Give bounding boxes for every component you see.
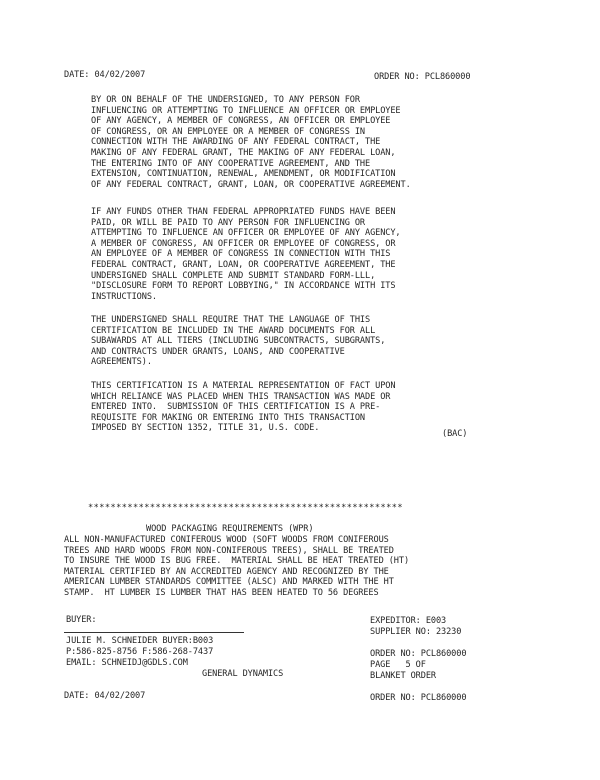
text-line: REQUISITE FOR MAKING OR ENTERING INTO THIS TRANSACTION bbox=[91, 412, 365, 423]
text-line: OF ANY AGENCY, A MEMBER OF CONGRESS, AN OFFICER OR EMPLOYEE bbox=[91, 116, 391, 127]
footer-order-no: ORDER NO: PCL860000 bbox=[370, 649, 467, 659]
asterisk-separator: ******************************************************** bbox=[88, 503, 403, 513]
text-line: AND CONTRACTS UNDER GRANTS, LOANS, AND COOPERATIVE bbox=[91, 346, 345, 357]
text-line: ATTEMPTING TO INFLUENCE AN OFFICER OR EMPLOYEE OF ANY AGENCY, bbox=[91, 228, 401, 239]
text-line: THE ENTERING INTO OF ANY COOPERATIVE AGREEMENT, AND THE bbox=[91, 158, 371, 169]
text-line: AN EMPLOYEE OF A MEMBER OF CONGRESS IN CONNECTION WITH THIS bbox=[91, 249, 391, 260]
text-line: INFLUENCING OR ATTEMPTING TO INFLUENCE AN OFFICER OR EMPLOYEE bbox=[91, 105, 401, 116]
text-line: CONNECTION WITH THE AWARDING OF ANY FEDERAL CONTRACT, THE bbox=[91, 137, 381, 148]
company-name: GENERAL DYNAMICS bbox=[202, 669, 284, 679]
page-number: PAGE 5 OF bbox=[370, 660, 426, 670]
expeditor: EXPEDITOR: E003 bbox=[370, 616, 447, 626]
text-line: SUBAWARDS AT ALL TIERS (INCLUDING SUBCONTRACTS, SUBGRANTS, bbox=[91, 336, 386, 347]
supplier-no: SUPPLIER NO: 23230 bbox=[370, 627, 462, 637]
bac-tag: (BAC) bbox=[442, 429, 468, 439]
paragraph-disclosure bbox=[91, 207, 511, 302]
text-line: MAKING OF ANY FEDERAL GRANT, THE MAKING OF ANY FEDERAL LOAN, bbox=[91, 147, 396, 158]
footer-order-no-bottom: ORDER NO: PCL860000 bbox=[370, 693, 467, 703]
wpr-title: WOOD PACKAGING REQUIREMENTS (WPR) bbox=[146, 524, 314, 534]
paragraph-material-representation bbox=[91, 381, 511, 434]
paragraph-lobbying-prohibition bbox=[91, 95, 511, 190]
text-line: AMERICAN LUMBER STANDARDS COMMITTEE (ALSC) AND MARKED WITH THE HT bbox=[64, 577, 394, 588]
text-line: OF CONGRESS, OR AN EMPLOYEE OR A MEMBER OF CONGRESS IN bbox=[91, 126, 365, 137]
text-line: THE UNDERSIGNED SHALL REQUIRE THAT THE LANGUAGE OF THIS bbox=[91, 315, 371, 325]
text-line: TO INSURE THE WOOD IS BUG FREE. MATERIAL SHALL BE HEAT TREATED (HT) bbox=[64, 556, 410, 567]
text-line: FEDERAL CONTRACT, GRANT, LOAN, OR COOPERATIVE AGREEMENT, THE bbox=[91, 259, 396, 270]
text-line: UNDERSIGNED SHALL COMPLETE AND SUBMIT STANDARD FORM-LLL, bbox=[91, 270, 376, 281]
header-order-no: ORDER NO: PCL860000 bbox=[374, 72, 471, 82]
text-line: OF ANY FEDERAL CONTRACT, GRANT, LOAN, OR COOPERATIVE AGREEMENT. bbox=[91, 179, 411, 190]
signature-rule bbox=[64, 632, 244, 633]
text-line: WHICH RELIANCE WAS PLACED WHEN THIS TRANSACTION WAS MADE OR bbox=[91, 391, 391, 402]
text-line: "DISCLOSURE FORM TO REPORT LOBBYING," IN ACCORDANCE WITH ITS bbox=[91, 281, 396, 292]
text-line: THIS CERTIFICATION IS A MATERIAL REPRESENTATION OF FACT UPON bbox=[91, 381, 396, 391]
text-line: ENTERED INTO. SUBMISSION OF THIS CERTIFICATION IS A PRE- bbox=[91, 402, 381, 413]
order-type: BLANKET ORDER bbox=[370, 671, 436, 681]
buyer-name: JULIE M. SCHNEIDER BUYER:B003 bbox=[66, 636, 214, 646]
text-line: EXTENSION, CONTINUATION, RENEWAL, AMENDMENT, OR MODIFICATION bbox=[91, 169, 396, 180]
text-line: PAID, OR WILL BE PAID TO ANY PERSON FOR INFLUENCING OR bbox=[91, 217, 365, 228]
text-line: CERTIFICATION BE INCLUDED IN THE AWARD DOCUMENTS FOR ALL bbox=[91, 325, 376, 336]
text-line: AGREEMENTS). bbox=[91, 357, 152, 368]
text-line: MATERIAL CERTIFIED BY AN ACCREDITED AGENCY AND RECOGNIZED BY THE bbox=[64, 566, 389, 577]
wpr-body bbox=[64, 535, 524, 599]
text-line: ALL NON-MANUFACTURED CONIFEROUS WOOD (SOFT WOODS FROM CONIFEROUS bbox=[64, 535, 389, 545]
buyer-email: EMAIL: SCHNEIDJ@GDLS.COM bbox=[66, 658, 188, 668]
buyer-phone-fax: P:586-825-8756 F:586-268-7437 bbox=[66, 647, 214, 657]
header-date: DATE: 04/02/2007 bbox=[64, 70, 146, 80]
text-line: A MEMBER OF CONGRESS, AN OFFICER OR EMPLOYEE OF CONGRESS, OR bbox=[91, 238, 396, 249]
text-line: IF ANY FUNDS OTHER THAN FEDERAL APPROPRIATED FUNDS HAVE BEEN bbox=[91, 207, 396, 217]
footer-date: DATE: 04/02/2007 bbox=[64, 691, 146, 701]
buyer-label: BUYER: bbox=[66, 615, 97, 625]
text-line: TREES AND HARD WOODS FROM NON-CONIFEROUS TREES), SHALL BE TREATED bbox=[64, 545, 394, 556]
text-line: IMPOSED BY SECTION 1352, TITLE 31, U.S. CODE. bbox=[91, 423, 320, 434]
text-line: INSTRUCTIONS. bbox=[91, 291, 157, 302]
paragraph-subawards bbox=[91, 315, 511, 368]
text-line: STAMP. HT LUMBER IS LUMBER THAT HAS BEEN HEATED TO 56 DEGREES bbox=[64, 587, 379, 598]
text-line: BY OR ON BEHALF OF THE UNDERSIGNED, TO ANY PERSON FOR bbox=[91, 95, 360, 105]
